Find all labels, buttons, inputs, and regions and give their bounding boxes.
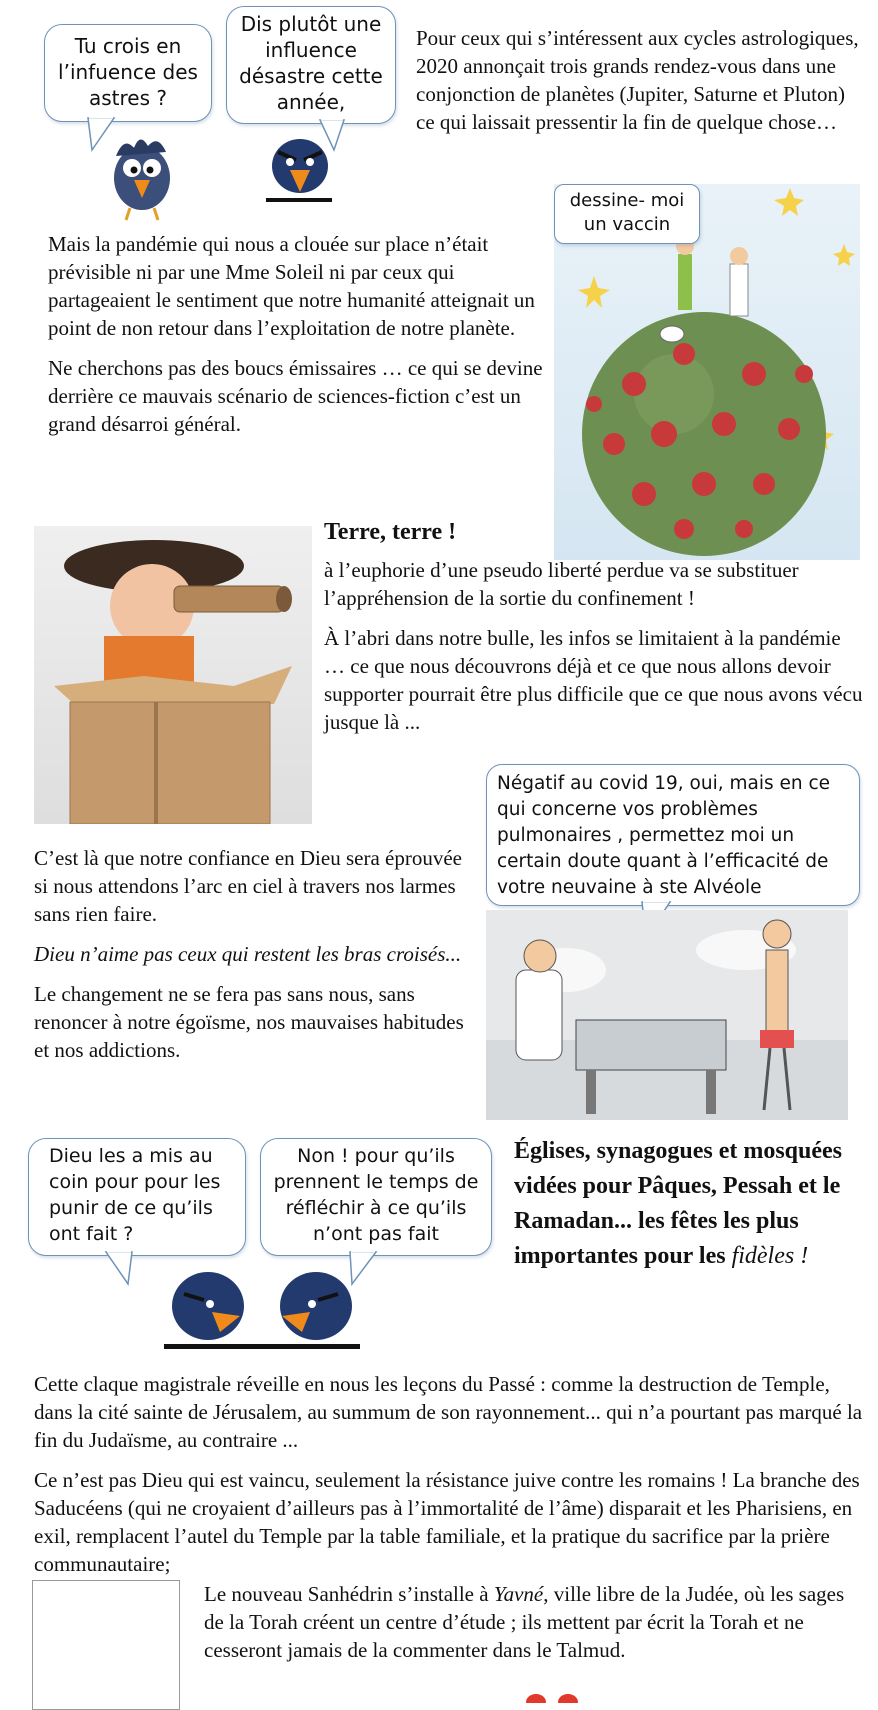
section-heading: Terre, terre ! (324, 519, 457, 545)
paragraph: C’est là que notre confiance en Dieu sera éprouvée si nous attendons l’arc en ciel à travers nos larmes sans rien faire. (34, 846, 462, 926)
section-fetes (514, 1134, 864, 1274)
speech-bubble-vaccin (554, 184, 700, 244)
red-decoration-fragment (512, 1692, 592, 1703)
section-lecons-passe (34, 1370, 864, 1590)
angry-bird-illustration (262, 130, 338, 204)
text-fragment: , ville libre de la Judée, où les sages de la Torah créent un centre d’étude ; ils mettent par écrit la Torah et ne cesseront jamais de la commenter dans le Talmud. (204, 1582, 845, 1662)
image-placeholder-frame (32, 1580, 180, 1710)
two-birds-on-perch-illustration (156, 1266, 366, 1350)
speech-bubble-desastre (226, 6, 396, 124)
bubble-text: Négatif au covid 19, oui, mais en ce qui concerne vos problèmes pulmonaires , permettez moi un certain doute quant à l’efficacité de votre neuvaine à ste Alvéole (497, 773, 831, 898)
bubble-text: Dieu les a mis au coin pour pour les punir de ce qu’ils ont fait ? (49, 1145, 221, 1245)
paragraph (204, 1580, 864, 1664)
intro-paragraph (416, 24, 866, 148)
paragraph: Mais la pandémie qui nous a clouée sur place n’était prévisible ni par une Mme Soleil ni par ceux qui partageaient le sentiment que notre humanité atteignait un point de non retour dans l’exploitation de notre planète. (48, 232, 535, 340)
bubble-text: Tu crois en l’infuence des astres ? (58, 34, 198, 110)
place-name: Yavné (493, 1582, 544, 1606)
paragraph: Ce n’est pas Dieu qui est vaincu, seulement la résistance juive contre les romains ! La branche des Saducéens (qui ne croyaient d’ailleurs pas à l’immortalité de l’âme) disparait et les Pharisiens, en exil, remplacent l’autel du Temple par la table familiale, et la pratique du sacrifice par la prière communautaire; (34, 1468, 860, 1576)
speech-bubble-docteur (486, 764, 860, 906)
bubble-text: Dis plutôt une influence désastre cette année, (239, 12, 383, 114)
paragraph: Le changement ne se fera pas sans nous, sans renoncer à notre égoïsme, nos mauvaises habitudes et nos addictions. (34, 982, 464, 1062)
doctor-patient-illustration (486, 910, 848, 1120)
section-pandemie (48, 230, 554, 450)
bubble-text: dessine- moi un vaccin (569, 190, 685, 235)
bubble-text: Non ! pour qu’ils prennent le temps de réfléchir à ce qu’ils n’ont pas fait (273, 1145, 479, 1245)
italic-quote: Dieu n’aime pas ceux qui restent les bras croisés... (34, 942, 462, 966)
section-sanhedrin (204, 1580, 864, 1676)
section-heading-italic: fidèles ! (731, 1243, 809, 1269)
child-in-box-photo (34, 526, 312, 824)
speech-bubble-reflechir (260, 1138, 492, 1256)
paragraph: à l’euphorie d’une pseudo liberté perdue va se substituer l’appréhension de la sortie du confinement ! (324, 558, 799, 610)
paragraph: À l’abri dans notre bulle, les infos se limitaient à la pandémie … ce que nous découvrons déjà et ce que nous allons devoir supporter pourrait être plus difficile que ce que nous avons vécu jusque là ... (324, 626, 863, 734)
section-confiance (34, 844, 474, 1076)
speech-bubble-question-astres (44, 24, 212, 122)
bubble-tail (104, 1252, 144, 1288)
text-fragment: Le nouveau Sanhédrin s’installe à (204, 1582, 489, 1606)
paragraph: Cette claque magistrale réveille en nous les leçons du Passé : comme la destruction de Temple, dans la cité sainte de Jérusalem, au summum de son rayonnement... qui n’a pourtant pas marqué la fin du Judaïsme, au contraire ... (34, 1372, 863, 1452)
speech-bubble-punir (28, 1138, 246, 1256)
intro-text: Pour ceux qui s’intéressent aux cycles astrologiques, 2020 annonçait trois grands rendez-vous dans une conjonction de planètes (Jupiter, Saturne et Pluton) ce qui laissait pressentir la fin de quelque chose… (416, 26, 859, 134)
child-cardboard-box-illustration (34, 526, 312, 824)
worried-bird-illustration (104, 126, 180, 222)
section-heading: Églises, synagogues et mosquées vidées pour Pâques, Pessah et le Ramadan... les fêtes les plus importantes pour les (514, 1138, 843, 1269)
paragraph: Ne cherchons pas des boucs émissaires … ce qui se devine derrière ce mauvais scénario de sciences-fiction c’est un grand désarroi général. (48, 356, 543, 436)
doctor-consultation-cartoon (486, 910, 848, 1120)
section-terre (324, 516, 864, 748)
